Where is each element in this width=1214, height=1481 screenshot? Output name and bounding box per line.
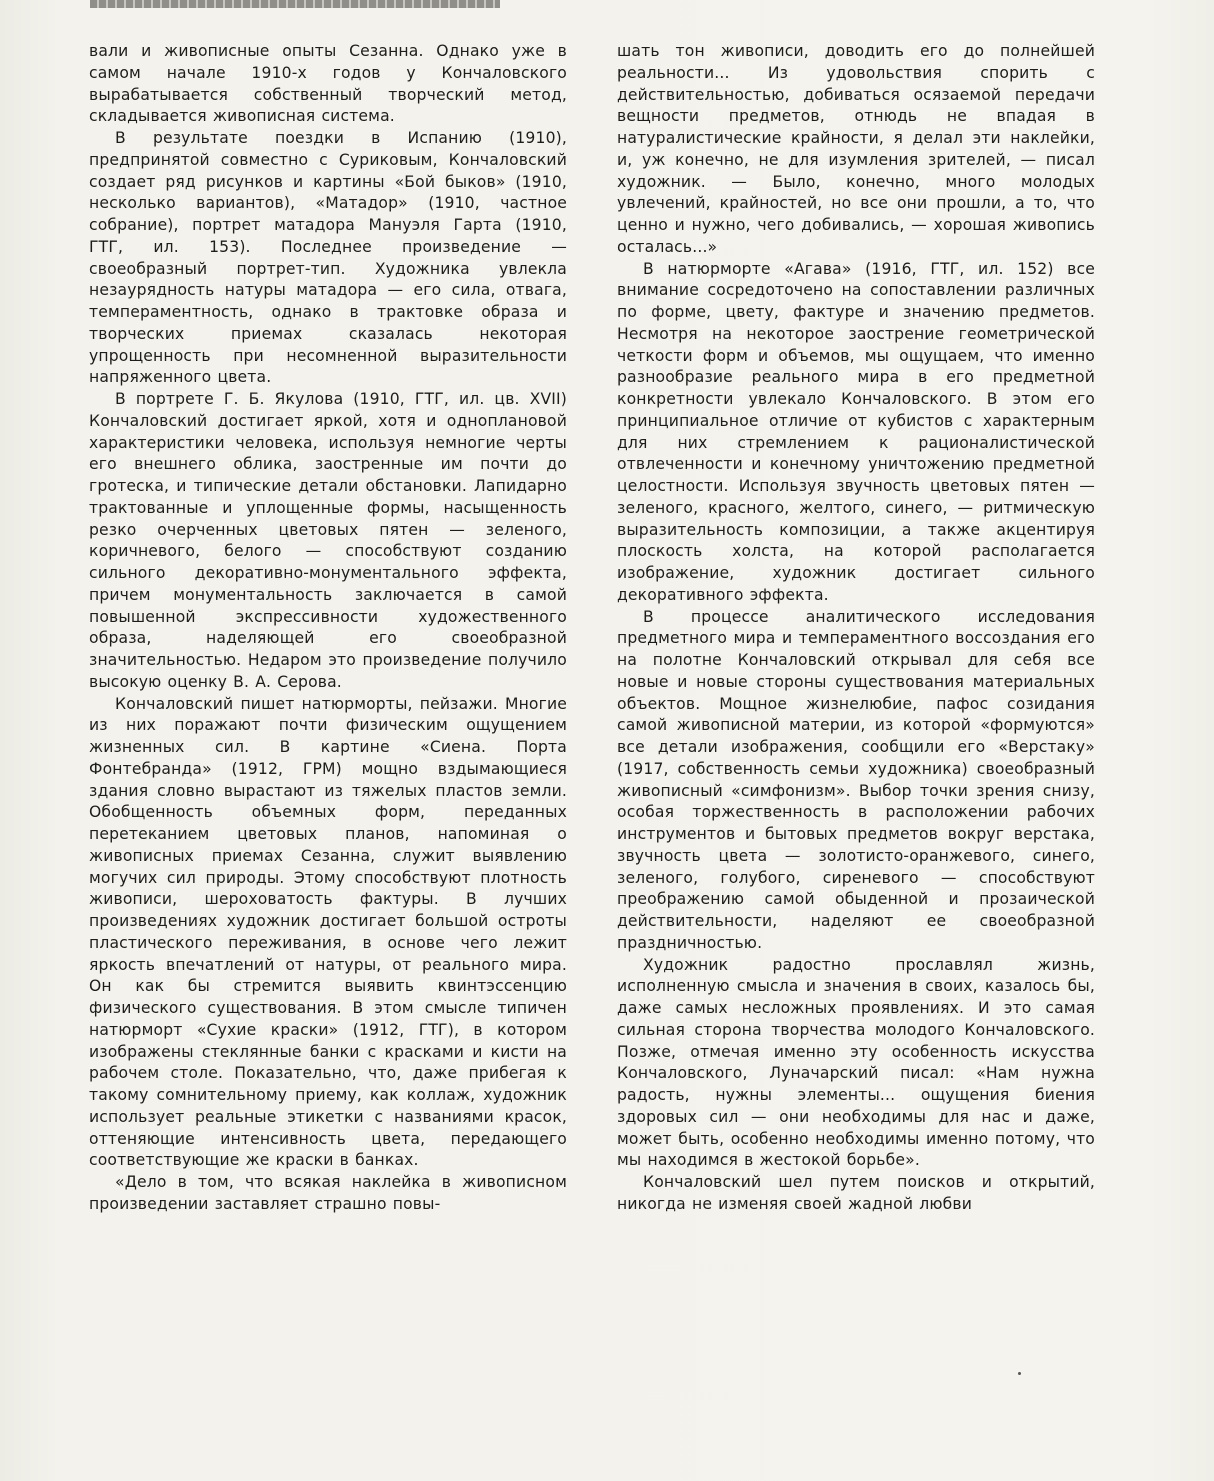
paragraph: Художник радостно прославлял жизнь, исполненную смысла и значения в своих, казалось бы, даже самых несложных проявлениях. И это самая сильная сторона творчества молодого Кончаловского. Позже, отмечая именно эту особенность искусства Кончаловского, Луначарский писал: «Нам нужна радость, нужны элементы... ощущения биения здоровых сил — они необходимы для нас и даже, может быть, особенно необходимы именно потому, что мы находимся в жестокой борьбе». <box>617 955 1095 1170</box>
running-header-fragment <box>90 0 500 8</box>
paragraph: В процессе аналитического исследования предметного мира и темпераментного воссоздания его на полотне Кончаловский открывал для себя все новые и новые стороны существования материальных объектов. Мощное жизнелюбие, пафос созидания самой живописной материи, из которой «формуются» все детали изображения, сообщили его «Верстаку» (1917, собственность семьи художника) своеобразный живописный «симфонизм». Выбор точки зрения снизу, особая торжественность в расположении рабочих инструментов и бытовых предметов вокруг верстака, звучность цвета — золотисто-оранжевого, синего, зеленого, голубого, сиреневого — способствуют преображению самой обыденной и прозаической действительности, наделяют ее своеобразной праздничностью. <box>617 607 1095 952</box>
paragraph: Кончаловский шел путем поисков и открытий, никогда не изменяя своей жадной любви <box>617 1173 1095 1213</box>
paragraph: В портрете Г. Б. Якулова (1910, ГТГ, ил. цв. XVII) Кончаловский достигает яркой, хотя и одноплановой характеристики человека, используя немногие черты его внешнего облика, заостренные им почти до гротеска, и типические детали обстановки. Лапидарно трактованные и уплощенные формы, насыщенность резко очерченных цветовых пятен — зеленого, коричневого, белого — способствуют созданию сильного декоративно-монументального эффекта, причем монументальность заключается в самой повышенной экспрессивности художественного образа, наделяющей его своеобразной значительностью. Недаром это произведение получило высокую оценку В. А. Серова. <box>89 390 567 691</box>
paragraph: вали и живописные опыты Сезанна. Однако уже в самом начале 1910-х годов у Кончаловского вырабатывается собственный творческий метод, складывается живописная система. <box>89 42 567 126</box>
paragraph: шать тон живописи, доводить его до полнейшей реальности... Из удовольствия спорить с действительностью, добиваться осязаемой передачи вещности предметов, отнюдь не впадая в натуралистические крайности, я делал эти наклейки, и, уж конечно, не для изумления зрителей, — писал художник. — Было, конечно, много молодых увлечений, крайностей, но все они прошли, а то, что ценно и нужно, чего добивались, — хорошая живопись осталась...» <box>617 42 1095 256</box>
right-text-column <box>617 41 1095 1216</box>
paragraph: Кончаловский пишет натюрморты, пейзажи. Многие из них поражают почти физическим ощущением жизненных сил. В картине «Сиена. Порта Фонтебранда» (1912, ГРМ) мощно вздымающиеся здания словно вырастают из тяжелых пластов земли. Обобщенность объемных форм, переданных перетеканием цветовых планов, напоминая о живописных приемах Сезанна, служит выявлению могучих сил природы. Этому способствуют плотность живописи, шероховатость фактуры. В лучших произведениях художник достигает большой остроты пластического переживания, в основе чего лежит яркость впечатлений от натуры, от реального мира. Он как бы стремится выявить квинтэссенцию физического существования. В этом смысле типичен натюрморт «Сухие краски» (1912, ГТГ), в котором изображены стеклянные банки с красками и кисти на рабочем столе. Показательно, что, даже прибегая к такому сомнительному приему, как коллаж, художник использует реальные этикетки с названиями красок, оттеняющие интенсивность цвета, передающего соответствующие же краски в банках. <box>89 694 567 1170</box>
print-speck <box>1018 1372 1021 1375</box>
left-text-column <box>89 41 567 1216</box>
paragraph: В результате поездки в Испанию (1910), предпринятой совместно с Суриковым, Кончаловский создает ряд рисунков и картины «Бой быков» (1910, несколько вариантов), «Матадор» (1910, частное собрание), портрет матадора Мануэля Гарта (1910, ГТГ, ил. 153). Последнее произведение — своеобразный портрет-тип. Художника увлекла незаурядность натуры матадора — его сила, отвага, темпераментность, однако в трактовке образа и творческих приемах сказалась некоторая упрощенность при несомненной выразительности напряженного цвета. <box>89 129 567 387</box>
paragraph: В натюрморте «Агава» (1916, ГТГ, ил. 152) все внимание сосредоточено на сопоставлении различных по форме, цвету, фактуре и значению предметов. Несмотря на некоторое заострение геометрической четкости форм и объемов, мы ощущаем, что именно разнообразие реального мира в его предметной конкретности увлекало Кончаловского. В этом его принципиальное отличие от кубистов с характерным для них стремлением к рационалистической отвлеченности и конечному уничтожению предметной целостности. Используя звучность цветовых пятен — зеленого, красного, желтого, синего, — ритмическую выразительность композиции, а также акцентируя плоскость холста, на которой располагается изображение, художник достигает сильного декоративного эффекта. <box>617 259 1095 604</box>
paragraph: «Дело в том, что всякая наклейка в живописном произведении заставляет страшно повы- <box>89 1173 567 1213</box>
